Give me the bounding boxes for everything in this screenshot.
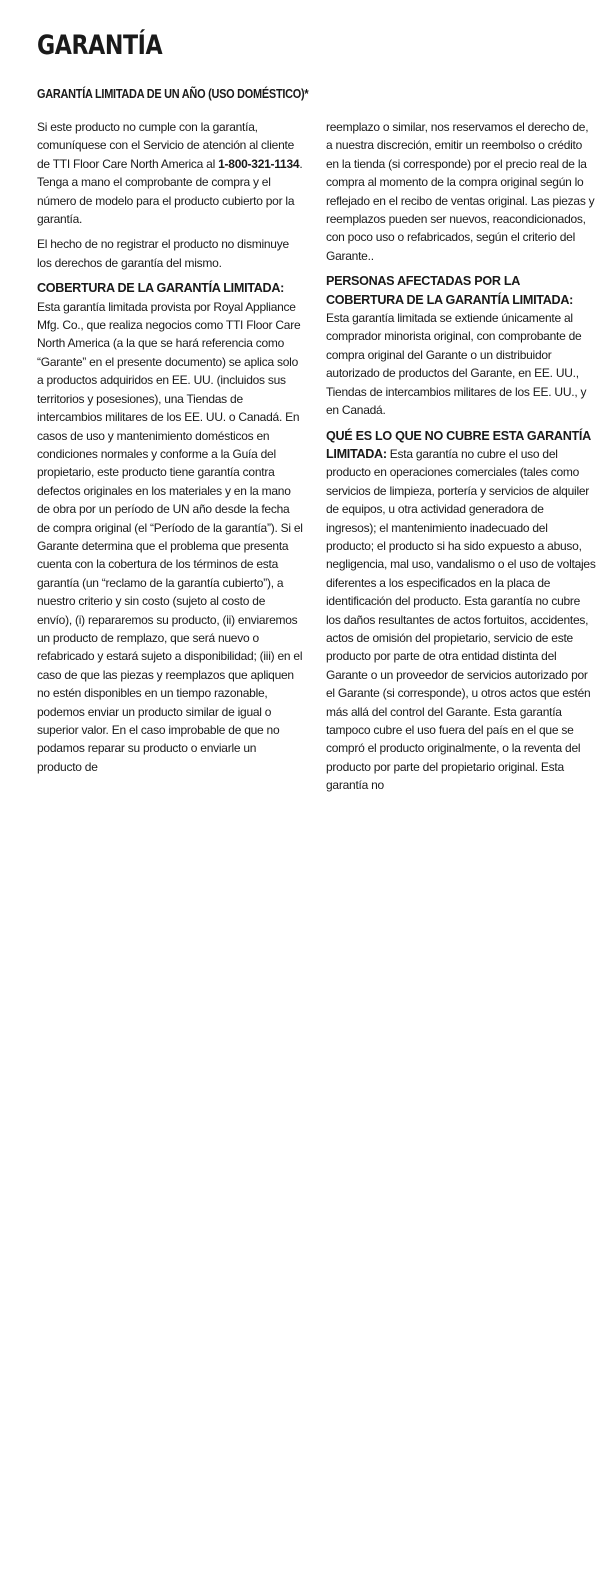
phone-number: 1-800-321-1134 <box>218 156 300 171</box>
right-column <box>326 118 596 802</box>
contact-paragraph <box>37 118 303 228</box>
not-covered-heading: QUÉ ES LO QUE NO CUBRE ESTA GARANTÍA LIMITADA: <box>326 428 591 461</box>
warranty-subtitle: GARANTÍA LIMITADA DE UN AÑO (USO DOMÉSTICO)* <box>37 86 309 101</box>
persons-paragraph <box>326 272 596 419</box>
coverage-paragraph <box>37 279 303 776</box>
not-covered-paragraph <box>326 427 596 795</box>
refund-paragraph: reemplazo o similar, nos reservamos el derecho de, a nuestra discreción, emitir un reembolso o crédito en la tienda (si corresponde) por el precio real de la compra al momento de la compra original según lo reflejado en el recibo de ventas original. Las piezas y reemplazos pueden ser nuevos, reacondicionados, con poco uso o refabricados, según el criterio del Garante.. <box>326 120 595 263</box>
left-column <box>37 118 303 783</box>
contact-text-b: . Tenga a mano el comprobante de compra y el número de modelo para el producto cubierto por la garantía. <box>37 156 303 227</box>
registration-paragraph: El hecho de no registrar el producto no disminuye los derechos de garantía del mismo. <box>37 237 289 270</box>
contact-text-a: Si este producto no cumple con la garantía, comuníquese con el Servicio de atención al cliente de TTI Floor Care North America al <box>37 120 294 171</box>
coverage-heading: COBERTURA DE LA GARANTÍA LIMITADA: <box>37 281 285 296</box>
not-covered-text: Esta garantía no cubre el uso del producto en operaciones comerciales (tales como servicios de limpieza, portería y servicios de alquiler de equipos, u otra actividad generadora de ingresos); el mantenimiento inadecuado del producto; el producto si ha sido expuesto a abuso, negligencia, mal uso, vandalismo o el uso de voltajes diferentes a los especificados en la placa de identificación del producto. Esta garantía no cubre los daños resultantes de actos fortuitos, accidentes, actos de omisión del propietario, servicio de este producto por parte de otra entidad distinta del Garante o un proveedor de servicios autorizado por el Garante (si corresponde), u otros actos que estén más allá del control del Garante. Esta garantía tampoco cubre el uso fuera del país en el que se compró el producto originalmente, o la reventa del producto por parte del propietario original. Esta garantía no <box>326 446 596 793</box>
persons-text: Esta garantía limitada se extiende únicamente al comprador minorista original, con comprobante de compra original del Garante o un distribuidor autorizado de productos del Garante, en EE. UU., Tiendas de intercambios militares de los EE. UU., y en Canadá. <box>326 311 587 418</box>
page-title: GARANTÍA <box>37 30 163 61</box>
persons-heading: PERSONAS AFECTADAS POR LA COBERTURA DE LA GARANTÍA LIMITADA: <box>326 274 574 307</box>
coverage-text: Esta garantía limitada provista por Royal Appliance Mfg. Co., que realiza negocios como TTI Floor Care North America (a la que se hará referencia como “Garante” en el presente documento) se aplica solo a productos adquiridos en EE. UU. (incluidos sus territorios y posesiones), una Tiendas de intercambios militares de los EE. UU. o Canadá. En casos de uso y mantenimiento domésticos en condiciones normales y conforme a la Guía del propietario, este producto tiene garantía contra defectos originales en los materiales y en la mano de obra por un período de UN año desde la fecha de compra original (el “Período de la garantía”). Si el Garante determina que el problema que presenta cuenta con la cobertura de los términos de esta garantía (un “reclamo de la garantía cubierto”), a nuestro criterio y sin costo (sujeto al costo de envío), (i) repararemos su producto, (ii) enviaremos un producto de remplazo, que será nuevo o refabricado y estará sujeto a disponibilidad; (iii) en el caso de que las piezas y reemplazos que apliquen no estén disponibles en un tiempo razonable, podemos enviar un producto similar de igual o superior valor. En el caso improbable de que no podamos reparar su producto o enviarle un producto de <box>37 299 303 774</box>
